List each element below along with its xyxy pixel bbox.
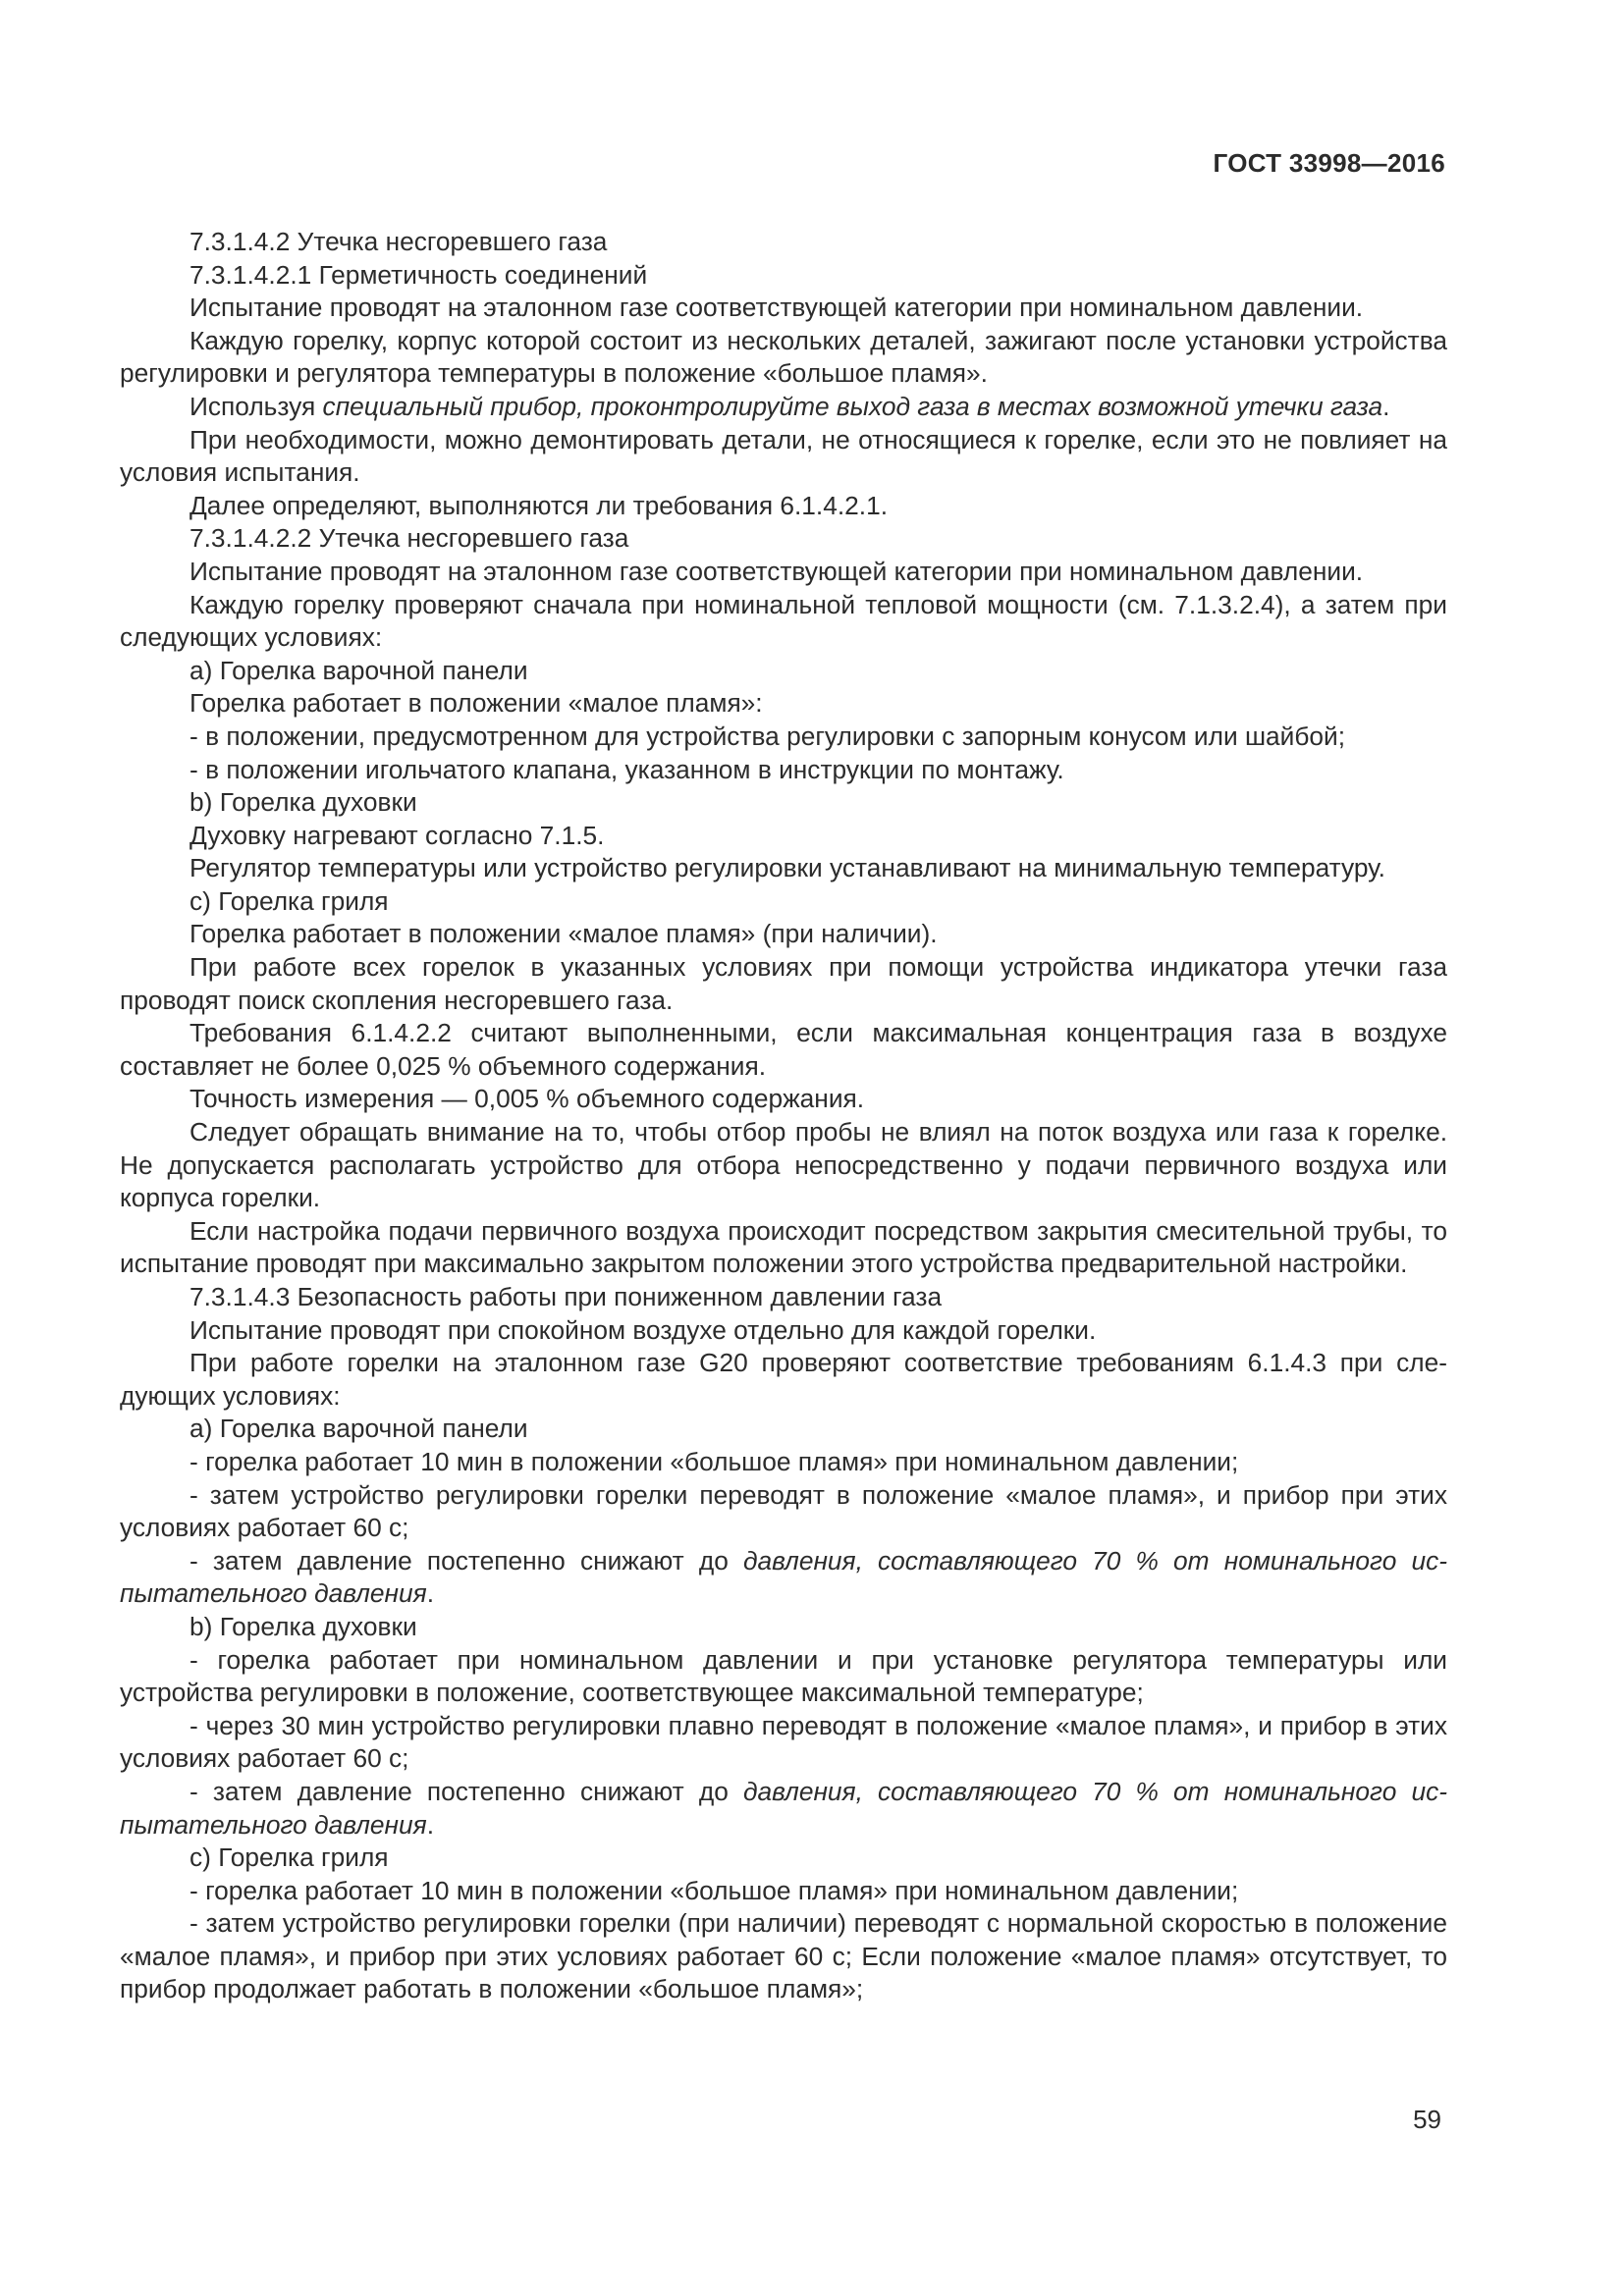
paragraph-text: b) Горелка духовки bbox=[189, 787, 417, 818]
paragraph bbox=[120, 1116, 1447, 1215]
paragraph-text: - горелка работает при номинальном давлении и при установке регулятора температуры или устройства регулировки в положение, соответствующее максимальной температуре; bbox=[120, 1644, 1447, 1708]
paragraph-text: Далее определяют, выполняются ли требования 6.1.4.2.1. bbox=[189, 490, 889, 520]
paragraph-italic-text: давления, составляющего 70 % от номинального испытательного давления bbox=[120, 1545, 1448, 1609]
paragraph-text: 7.3.1.4.3 Безопасность работы при пониженном давлении газа bbox=[189, 1282, 943, 1311]
paragraph bbox=[120, 1281, 1447, 1314]
paragraph-text: Если настройка подачи первичного воздуха происходит посредством закрытия смесительной трубы, то испытание проводят при максимально закрытом положении этого устройства предварительной настройки. bbox=[120, 1215, 1447, 1279]
paragraph bbox=[120, 1776, 1447, 1842]
paragraph-text: - затем давление постепенно снижают до bbox=[189, 1776, 743, 1806]
paragraph-italic-text: давления, составляющего 70 % от номинального испытательного давления bbox=[120, 1776, 1448, 1840]
paragraph bbox=[120, 951, 1447, 1017]
paragraph bbox=[120, 391, 1447, 424]
paragraph-text: - через 30 мин устройство регулировки плавно переводят в положение «малое пламя», и прибор в этих условиях работает 60 с; bbox=[120, 1710, 1447, 1774]
paragraph-text: а) Горелка варочной панели bbox=[189, 655, 528, 685]
paragraph-text: - затем устройство регулировки горелки (при наличии) переводят с нормальной скоростью в положение «малое пламя», и прибор при этих условиях работает 60 с; Если положение «малое пламя» отсутствует, то прибор продолжает работать в положении «большое пламя»; bbox=[120, 1908, 1447, 2004]
paragraph-text-tail: . bbox=[426, 1578, 434, 1609]
paragraph-italic-text: специальный прибор, проконтролируйте выход газа в местах возможной утечки газа bbox=[322, 391, 1383, 421]
paragraph-text: Духовку нагревают согласно 7.1.5. bbox=[189, 820, 605, 850]
paragraph-text: Каждую горелку проверяют сначала при номинальной тепловой мощности (см. 7.1.3.2.4), а затем при следующих условиях: bbox=[120, 589, 1447, 653]
paragraph-text: с) Горелка гриля bbox=[189, 1842, 389, 1873]
paragraph-text: Горелка работает в положении «малое пламя»: bbox=[189, 688, 763, 719]
paragraph bbox=[120, 820, 1447, 853]
paragraph-text: Используя bbox=[189, 391, 323, 421]
paragraph-text: 7.3.1.4.2.1 Герметичность соединений bbox=[189, 259, 648, 290]
paragraph-text: При работе всех горелок в указанных условиях при помощи устройства индикатора утечки газа проводят поиск скопления несгоревшего газа. bbox=[120, 952, 1447, 1015]
paragraph-text: с) Горелка гриля bbox=[189, 885, 389, 916]
paragraph-text: - в положении игольчатого клапана, указанном в инструкции по монтажу. bbox=[189, 754, 1064, 784]
paragraph bbox=[120, 885, 1447, 919]
paragraph bbox=[120, 589, 1447, 655]
paragraph bbox=[120, 655, 1447, 688]
paragraph-text: Испытание проводят при спокойном воздухе отдельно для каждой горелки. bbox=[189, 1314, 1097, 1345]
paragraph bbox=[120, 1545, 1447, 1611]
paragraph bbox=[120, 1644, 1447, 1710]
paragraph bbox=[120, 687, 1447, 721]
paragraph bbox=[120, 1215, 1447, 1281]
paragraph bbox=[120, 522, 1447, 556]
paragraph-text-tail: . bbox=[426, 1809, 434, 1840]
paragraph-text: Каждую горелку, корпус которой состоит из нескольких деталей, зажигают после установки устройства регулировки и регулятора температуры в положение «большое пламя». bbox=[120, 325, 1447, 389]
paragraph bbox=[120, 1842, 1447, 1875]
paragraph-text: Точность измерения — 0,005 % объемного содержания. bbox=[189, 1084, 865, 1114]
paragraph-text: Горелка работает в положении «малое пламя» (при наличии). bbox=[189, 919, 938, 949]
paragraph bbox=[120, 424, 1447, 490]
paragraph-text: При работе горелки на эталонном газе G20 проверяют соответствие требованиям 6.1.4.3 при следующих условиях: bbox=[120, 1348, 1447, 1411]
paragraph bbox=[120, 1907, 1447, 2006]
paragraph bbox=[120, 721, 1447, 754]
paragraph bbox=[120, 1083, 1447, 1116]
paragraph bbox=[120, 259, 1447, 293]
paragraph bbox=[120, 556, 1447, 589]
paragraph bbox=[120, 1479, 1447, 1545]
paragraph bbox=[120, 292, 1447, 325]
paragraph-text: 7.3.1.4.2.2 Утечка несгоревшего газа bbox=[189, 523, 629, 554]
paragraph bbox=[120, 918, 1447, 951]
paragraph bbox=[120, 325, 1447, 391]
document-header: ГОСТ 33998—2016 bbox=[1213, 148, 1445, 178]
page-number: 59 bbox=[1413, 2105, 1441, 2134]
paragraph bbox=[120, 1413, 1447, 1446]
paragraph-text: а) Горелка варочной панели bbox=[189, 1414, 528, 1444]
paragraph-text: - горелка работает 10 мин в положении «большое пламя» при номинальном давлении; bbox=[189, 1875, 1239, 1905]
paragraph-text: Требования 6.1.4.2.2 считают выполненными, если максимальная концентрация газа в воздухе составляет не более 0,025 % объемного содержания. bbox=[120, 1018, 1447, 1081]
paragraph-text: Испытание проводят на эталонном газе соответствующей категории при номинальном давлении. bbox=[189, 556, 1364, 586]
paragraph bbox=[120, 1446, 1447, 1479]
paragraph-text-tail: . bbox=[1382, 391, 1390, 421]
paragraph bbox=[120, 1710, 1447, 1776]
paragraph bbox=[120, 1314, 1447, 1348]
paragraph-text: При необходимости, можно демонтировать детали, не относящиеся к горелке, если это не повлияет на условия испытания. bbox=[120, 424, 1447, 488]
paragraph bbox=[120, 1347, 1447, 1413]
paragraph-text: - в положении, предусмотренном для устройства регулировки с запорным конусом или шайбой; bbox=[189, 721, 1346, 751]
paragraph-text: b) Горелка духовки bbox=[189, 1611, 417, 1641]
paragraph-text: Испытание проводят на эталонном газе соответствующей категории при номинальном давлении. bbox=[189, 293, 1364, 323]
paragraph bbox=[120, 754, 1447, 787]
paragraph-text: Регулятор температуры или устройство регулировки устанавливают на минимальную температуру. bbox=[189, 853, 1385, 883]
paragraph bbox=[120, 1875, 1447, 1908]
paragraph bbox=[120, 490, 1447, 523]
paragraph bbox=[120, 1611, 1447, 1644]
paragraph-text: - затем давление постепенно снижают до bbox=[189, 1545, 743, 1575]
paragraph-text: - затем устройство регулировки горелки переводят в положение «малое пламя», и прибор при этих условиях работает 60 с; bbox=[120, 1479, 1447, 1543]
paragraph bbox=[120, 1017, 1447, 1083]
paragraph-text: - горелка работает 10 мин в положении «большое пламя» при номинальном давлении; bbox=[189, 1446, 1239, 1476]
paragraph bbox=[120, 852, 1447, 885]
paragraph-text: 7.3.1.4.2 Утечка несгоревшего газа bbox=[189, 227, 608, 256]
paragraph bbox=[120, 226, 1447, 259]
paragraph-text: Следует обращать внимание на то, чтобы отбор пробы не влиял на поток воздуха или газа к горелке. Не допускается располагать устройство для отбора непосредственно у подачи первичного воздуха или корпуса горелки. bbox=[120, 1117, 1447, 1213]
paragraph bbox=[120, 786, 1447, 820]
document-body bbox=[120, 226, 1447, 2006]
